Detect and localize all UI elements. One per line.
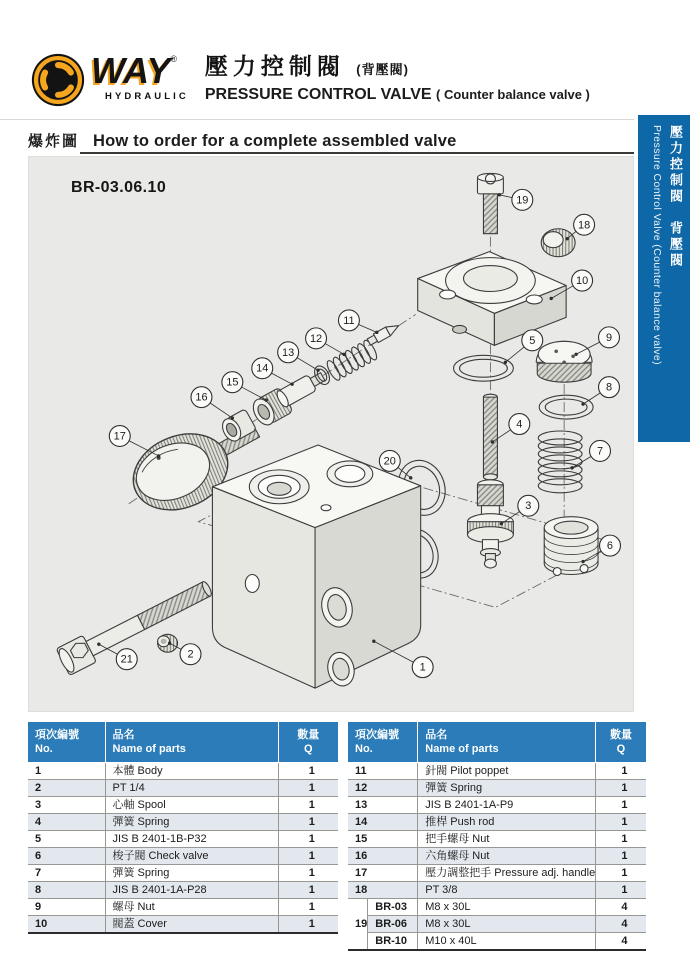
callout-8 <box>581 377 619 406</box>
callout-18 <box>565 214 594 240</box>
table-row: 11 針閥 Pilot poppet 1 <box>348 763 646 780</box>
title-zh: 壓力控制閥 <box>204 53 345 79</box>
brand-logo-text <box>91 52 189 102</box>
svg-text:14: 14 <box>256 362 269 375</box>
table-row: 7 彈簧 Spring 1 <box>28 865 338 882</box>
svg-text:11: 11 <box>343 314 355 327</box>
callout-3 <box>500 495 539 525</box>
section-title <box>28 130 634 151</box>
table-row: 6 梭子閥 Check valve 1 <box>28 848 338 865</box>
table-row: 15 把手螺母 Nut 1 <box>348 831 646 848</box>
svg-text:21: 21 <box>120 653 133 666</box>
callout-12 <box>306 328 346 356</box>
parts-table-right-wrap <box>348 722 646 951</box>
callout-4 <box>491 414 530 444</box>
svg-text:1: 1 <box>419 661 426 674</box>
callout-20 <box>379 450 412 479</box>
svg-text:5: 5 <box>529 334 536 347</box>
table-row: 3 心軸 Spool 1 <box>28 797 338 814</box>
callout-17 <box>109 426 160 458</box>
svg-text:18: 18 <box>577 219 591 232</box>
table-row: 14 推桿 Push rod 1 <box>348 814 646 831</box>
callout-5 <box>504 330 543 364</box>
callout-1 <box>372 640 433 678</box>
parts-table-left-wrap <box>28 722 338 934</box>
callout-6 <box>581 535 620 563</box>
brand-name: WAY <box>91 50 171 91</box>
svg-text:12: 12 <box>309 332 323 345</box>
page-header <box>30 52 590 108</box>
table-row-group: BR-06 M8 x 30L 4 <box>348 916 646 933</box>
col-header-qty: 數量 Q <box>596 722 646 763</box>
callout-layer <box>29 157 633 711</box>
callout-10 <box>550 270 593 300</box>
table-row: 17 壓力調整把手 Pressure adj. handle 1 <box>348 865 646 882</box>
parts-table-right <box>348 722 646 951</box>
callout-21 <box>97 643 137 670</box>
section-label-en: How to order for a complete assembled valve <box>93 132 457 150</box>
title-en-paren: ( Counter balance valve ) <box>436 87 590 102</box>
table-row-group: BR-10 M10 x 40L 4 <box>348 933 646 951</box>
side-tab <box>638 115 690 442</box>
svg-text:19: 19 <box>516 194 529 207</box>
col-header-name: 品名 Name of parts <box>105 722 278 763</box>
registered-mark: ® <box>170 54 177 64</box>
product-titles <box>205 52 590 104</box>
model-number: BR-03.06.10 <box>71 179 167 196</box>
svg-text:6: 6 <box>606 540 614 553</box>
col-header-qty: 數量 Q <box>278 722 338 763</box>
svg-text:15: 15 <box>226 376 239 389</box>
table-row: 1 本體 Body 1 <box>28 763 338 780</box>
title-zh-paren: (背壓閥) <box>356 62 409 77</box>
col-header-no: 項次編號 No. <box>348 722 418 763</box>
table-row: 16 六角螺母 Nut 1 <box>348 848 646 865</box>
parts-table-left <box>28 722 338 934</box>
side-tab-label-zh: 壓力控制閥 背壓閥 <box>668 125 683 269</box>
table-row: 13 JIS B 2401-1A-P9 1 <box>348 797 646 814</box>
brand-logo <box>30 52 189 108</box>
callout-7 <box>570 440 610 469</box>
table-row: 9 螺母 Nut 1 <box>28 899 338 916</box>
callout-9 <box>574 327 619 356</box>
header-divider <box>0 119 634 120</box>
col-header-no: 項次編號 No. <box>28 722 105 763</box>
table-row: 2 PT 1/4 1 <box>28 780 338 797</box>
callout-2 <box>168 642 201 665</box>
svg-text:13: 13 <box>282 346 295 359</box>
brand-logo-swirl-icon <box>30 52 86 108</box>
section-underline <box>80 152 634 154</box>
section-label-zh: 爆炸圖 <box>28 133 80 150</box>
svg-text:7: 7 <box>596 445 604 458</box>
table-row: 12 彈簧 Spring 1 <box>348 780 646 797</box>
svg-text:2: 2 <box>187 648 194 661</box>
callout-19 <box>498 189 533 210</box>
side-tab-label-en: Pressure Control Valve (Counter balance valve) <box>651 125 663 365</box>
exploded-diagram-panel <box>28 156 634 712</box>
svg-text:8: 8 <box>605 381 613 394</box>
table-row-group: 19 BR-03 M8 x 30L 4 <box>348 899 646 916</box>
svg-text:16: 16 <box>195 391 208 404</box>
brand-subtitle: HYDRAULIC <box>105 91 189 102</box>
table-row: 8 JIS B 2401-1A-P28 1 <box>28 882 338 899</box>
svg-text:20: 20 <box>383 455 396 468</box>
svg-text:9: 9 <box>605 331 613 344</box>
table-row: 10 閥蓋 Cover 1 <box>28 916 338 934</box>
table-row: 5 JIS B 2401-1B-P32 1 <box>28 831 338 848</box>
title-en: PRESSURE CONTROL VALVE <box>204 86 432 103</box>
svg-text:10: 10 <box>575 275 589 288</box>
svg-text:17: 17 <box>113 430 126 443</box>
svg-text:3: 3 <box>525 500 532 513</box>
callout-11 <box>338 310 378 334</box>
svg-text:4: 4 <box>516 418 523 431</box>
col-header-name: 品名 Name of parts <box>418 722 596 763</box>
table-header-row <box>28 722 338 763</box>
table-header-row <box>348 722 646 763</box>
table-row: 4 彈簧 Spring 1 <box>28 814 338 831</box>
table-row: 18 PT 3/8 1 <box>348 882 646 899</box>
